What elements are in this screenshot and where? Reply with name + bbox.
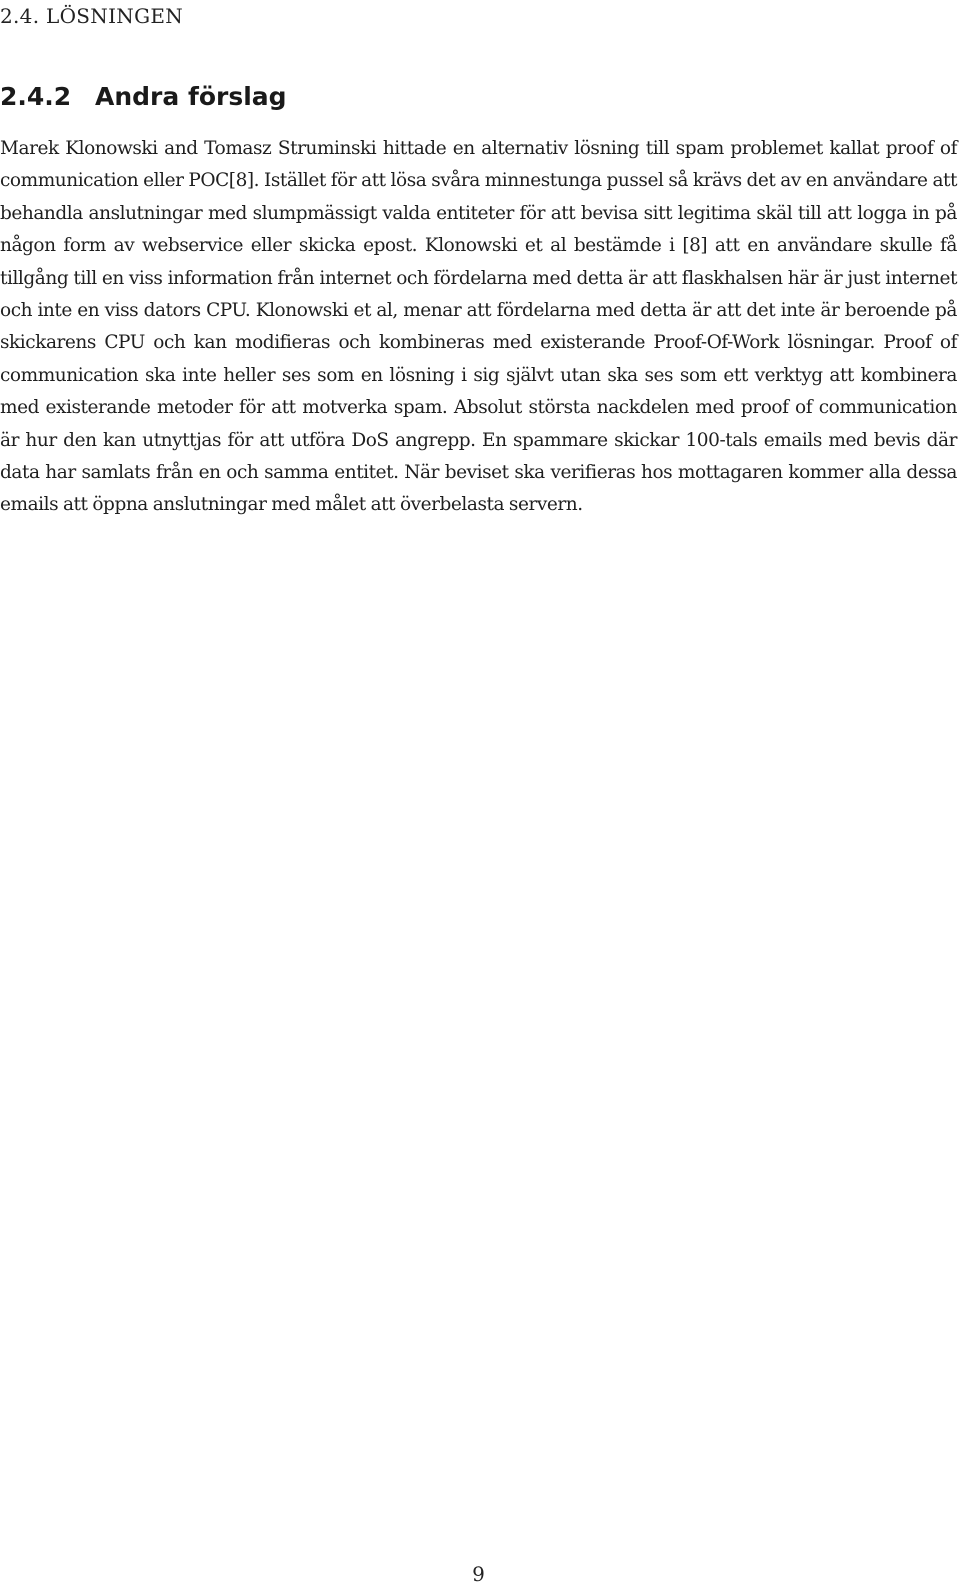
page-number: 9 [472, 1562, 485, 1586]
section-number: 2.4.2 [0, 82, 72, 111]
body-paragraph: Marek Klonowski and Tomasz Struminski hittade en alternativ lösning till spam problemet kallat proof of communication eller POC[8]. Istället för att lösa svåra minnestunga pussel så krävs det av en användare att behandla anslutningar med slumpmässigt valda entiteter för att bevisa sitt legitima skäl till att logga in på någon form av webservice eller skicka epost. Klonowski et al bestämde i [8] att en användare skulle få tillgång till en viss information från internet och fördelarna med detta är att flaskhalsen här är just internet och inte en viss dators CPU. Klonowski et al, menar att fördelarna med detta är att det inte är beroende på skickarens CPU och kan modifieras och kombineras med existerande Proof-Of-Work lösningar. Proof of communication ska inte heller ses som en lösning i sig självt utan ska ses som ett verktyg att kombinera med existerande metoder för att motverka spam. Absolut största nackdelen med proof of communication är hur den kan utnyttjas för att utföra DoS angrepp. En spammare skickar 100-tals emails med bevis där data har samlats från en och samma entitet. När beviset ska verifieras hos mottagaren kommer alla dessa emails att öppna anslutningar med målet att överbelasta servern. [0, 138, 957, 516]
section-title: Andra förslag [95, 82, 287, 111]
section-heading [0, 82, 287, 111]
running-header: 2.4. LÖSNINGEN [0, 4, 184, 28]
